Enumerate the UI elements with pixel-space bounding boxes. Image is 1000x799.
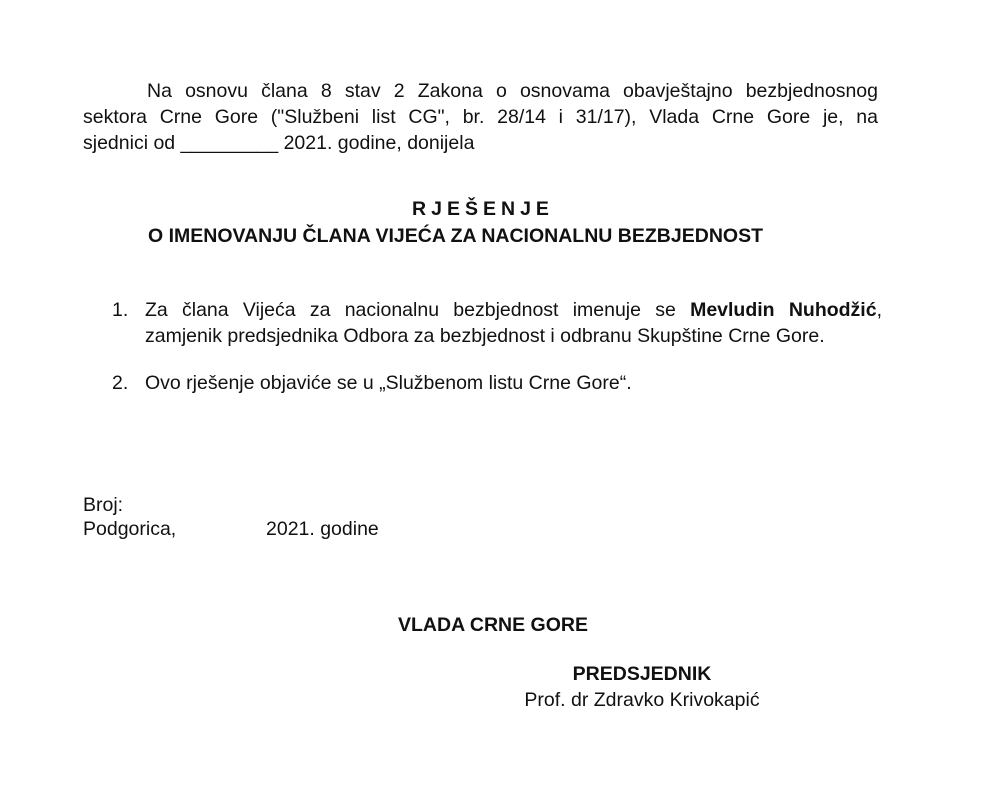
- intro-line-1: Na osnovu člana 8 stav 2 Zakona o osnovama obavještajno bezbjednosnog: [147, 80, 878, 102]
- item-text-prefix: Za člana Vijeća za nacionalnu bezbjednost imenuje se: [145, 299, 676, 321]
- appointee-name: Mevludin Nuhodžić: [690, 299, 877, 321]
- intro-line-2: sektora Crne Gore ("Službeni list CG", br. 28/14 i 31/17), Vlada Crne Gore je, na: [83, 106, 878, 128]
- document-title: RJEŠENJE: [412, 198, 554, 220]
- list-item: [112, 297, 882, 349]
- list-item-line-2: zamjenik predsjednika Odbora za bezbjednost i odbranu Skupštine Crne Gore.: [145, 325, 825, 347]
- list-item-number: 2.: [112, 372, 129, 394]
- government-name: VLADA CRNE GORE: [398, 614, 588, 636]
- document-subtitle: O IMENOVANJU ČLANA VIJEĆA ZA NACIONALNU BEZBJEDNOST: [147, 225, 763, 247]
- intro-line-3: sjednici od _________ 2021. godine, donijela: [83, 132, 475, 154]
- intro-paragraph: [83, 78, 878, 156]
- list-item-line-1: [145, 297, 882, 323]
- place-date-line: [83, 516, 379, 542]
- list-item: [112, 370, 882, 396]
- reference-number-label: Broj:: [83, 494, 124, 516]
- date-year: 2021. godine: [266, 518, 379, 540]
- list-item-body: [145, 370, 882, 396]
- list-item-body: [145, 297, 882, 349]
- item-text-suffix: ,: [876, 299, 882, 321]
- signatory-title: PREDSJEDNIK: [572, 663, 712, 685]
- place-name: Podgorica,: [83, 518, 177, 540]
- signatory-name: Prof. dr Zdravko Krivokapić: [524, 689, 760, 711]
- list-item-text: Ovo rješenje objaviće se u „Službenom listu Crne Gore“.: [145, 372, 632, 394]
- signature-block: [492, 661, 792, 713]
- list-item-number: 1.: [112, 299, 129, 321]
